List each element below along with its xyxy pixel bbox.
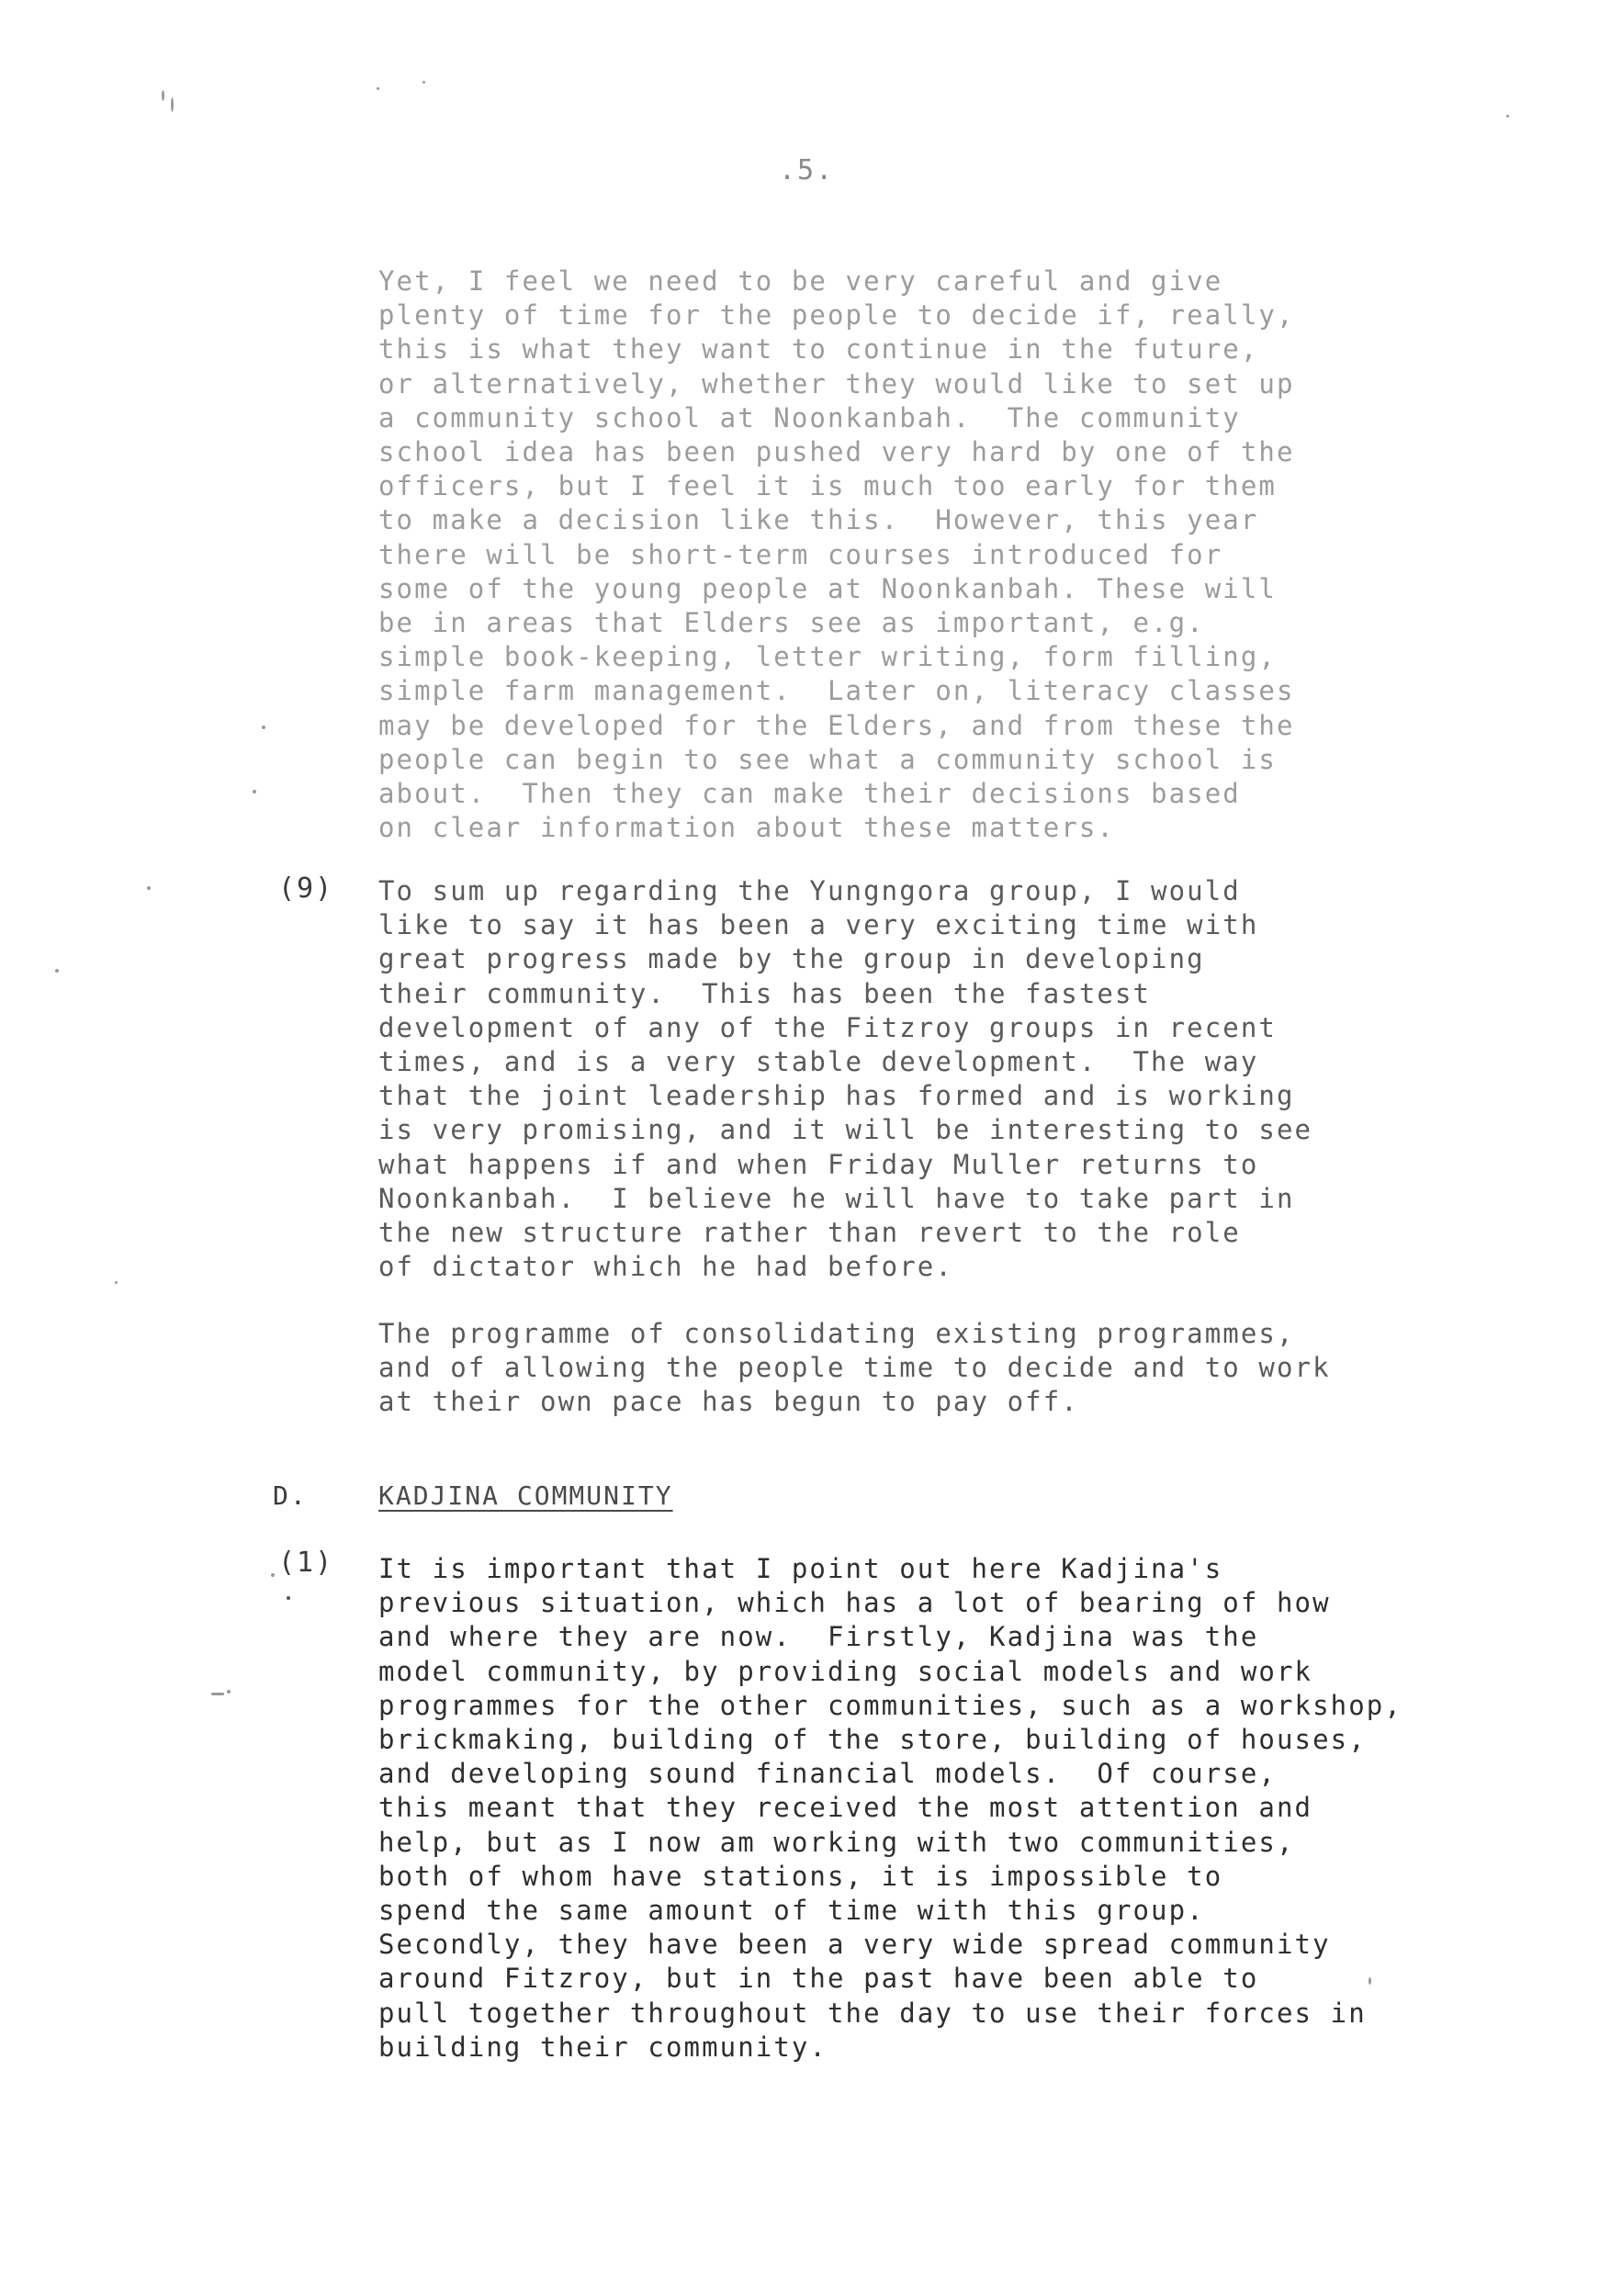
scan-speck <box>115 1281 118 1284</box>
scan-speck <box>211 1693 224 1695</box>
scan-speck <box>55 969 59 973</box>
item-1-marker: (1) <box>278 1547 334 1579</box>
scan-speck <box>171 97 174 112</box>
bullet-dot <box>287 1596 290 1600</box>
scan-speck <box>422 81 425 84</box>
scan-speck <box>162 90 164 101</box>
scan-speck <box>147 886 151 890</box>
item-9-paragraph: To sum up regarding the Yungngora group, I would like to say it has been a very exciting time with great progress made by the group in developing their community. This has been the fastest development of any of the Fitzroy groups in recent times, and is a very stable development. The way that the joint leadership has formed and is working is very promising, and it will be interesting to see what happens if and when Friday Muller returns to Noonkanbah. I believe he will have to take part in the new structure rather than revert to the role of dictator which he had before. <box>378 875 1313 1283</box>
scan-speck <box>227 1690 231 1694</box>
item-9-marker: (9) <box>278 872 334 905</box>
scan-speck <box>253 790 256 793</box>
section-d-marker: D. <box>273 1480 308 1511</box>
section-d-heading: KADJINA COMMUNITY <box>378 1480 673 1511</box>
page-number: .5. <box>779 154 835 186</box>
item-1-paragraph: It is important that I point out here Kadjina's previous situation, which has a lot of bearing of how and where they are now. Firstly, Kadjina was the model community, by providing social models and work programmes for the other communities, such as a workshop, brickmaking, building of the store, building of houses, and developing sound financial models. Of course, this meant that they received the most attention and help, but as I now am working with two communities, both of whom have stations, it is impossible to spend the same amount of time with this group. Secondly, they have been a very wide spread community around Fitzroy, but in the past have been able to pull together throughout the day to use their forces in building their community. <box>378 1553 1402 2063</box>
scan-speck <box>271 1573 275 1577</box>
scan-speck <box>377 87 379 90</box>
item-9-followup-paragraph: The programme of consolidating existing programmes, and of allowing the people time to decide and to work at their own pace has begun to pay off. <box>378 1318 1331 1418</box>
continuation-paragraph: Yet, I feel we need to be very careful and give plenty of time for the people to decide if, really, this is what they want to continue in the future, or alternatively, whether they would like to set up a community school at Noonkanbah. The community school idea has been pushed very hard by one of the officers, but I feel it is much too early for them to make a decision like this. However, this year there will be short-term courses introduced for some of the young people at Noonkanbah. These will be in areas that Elders see as important, e.g. simple book-keeping, letter writing, form filling, simple farm management. Later on, literacy classes may be developed for the Elders, and from these the people can begin to see what a community school is about. Then they can make their decisions based on clear information about these matters. <box>378 265 1295 844</box>
scan-speck <box>1506 115 1509 118</box>
scan-speck <box>262 726 265 729</box>
